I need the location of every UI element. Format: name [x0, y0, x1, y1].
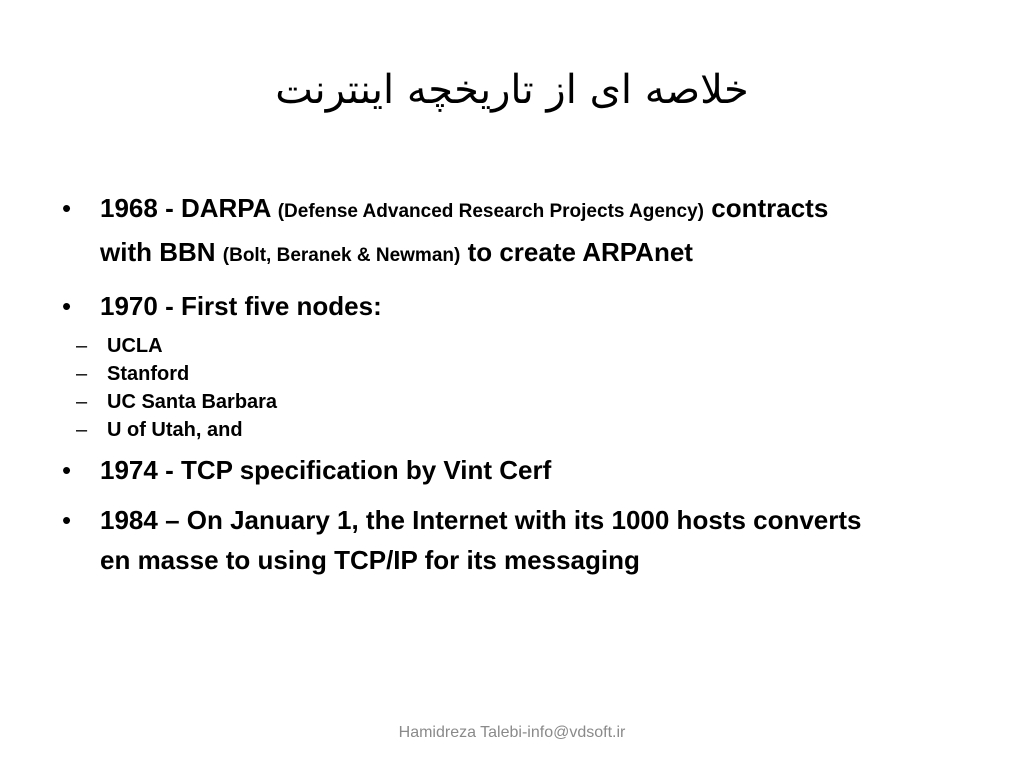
nodes-sublist	[62, 332, 882, 444]
sub-item-label: U of Utah, and	[107, 419, 243, 441]
dash-icon: –	[76, 363, 88, 385]
bullet-lead: 1968 - DARPA	[100, 193, 271, 223]
dash-icon: –	[76, 391, 88, 413]
bullet-icon: •	[62, 291, 72, 321]
sub-item-label: UC Santa Barbara	[107, 391, 278, 413]
sub-item-utah	[62, 416, 882, 444]
sub-item-ucsb	[62, 388, 882, 416]
slide-footer: Hamidreza Talebi-info@vdsoft.ir	[398, 724, 626, 741]
bullet-text: 1970 - First five nodes:	[100, 291, 382, 321]
bullet-list	[62, 188, 882, 590]
sub-item-label: Stanford	[107, 363, 190, 385]
bullet-item-1974	[62, 450, 882, 490]
bullet-icon: •	[62, 455, 72, 485]
slide-title: خلاصه ای از تاریخچه اینترنت	[275, 67, 749, 113]
bullet-text: 1984 – On January 1, the Internet with its 1000 hosts converts en masse to using TCP/IP for its messaging	[100, 505, 862, 575]
bullet-icon: •	[62, 505, 72, 535]
bullet-text: 1974 - TCP specification by Vint Cerf	[100, 455, 552, 485]
darpa-expansion: (Defense Advanced Research Projects Agency)	[277, 201, 704, 222]
sub-item-label: UCLA	[107, 335, 163, 357]
bullet-item-1968	[62, 188, 882, 276]
dash-icon: –	[76, 419, 88, 441]
bullet-tail: to create ARPAnet	[467, 237, 693, 267]
sub-item-ucla	[62, 332, 882, 360]
bullet-item-1970	[62, 286, 882, 326]
sub-item-stanford	[62, 360, 882, 388]
bullet-icon: •	[62, 193, 72, 223]
dash-icon: –	[76, 335, 88, 357]
bullet-mid: contracts with BBN	[100, 193, 829, 267]
bullet-item-1984	[62, 500, 882, 580]
bbn-expansion: (Bolt, Beranek & Newman)	[222, 245, 461, 266]
